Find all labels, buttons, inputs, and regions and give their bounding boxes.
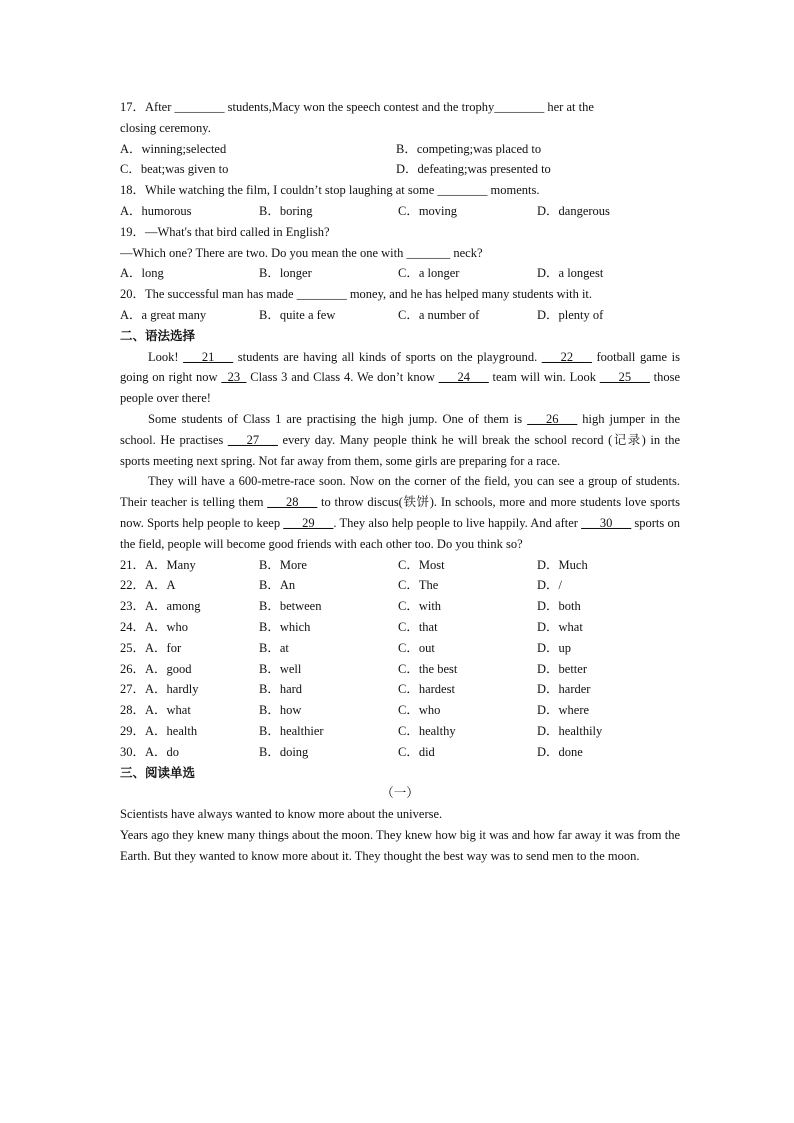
blank: ________ <box>296 287 347 302</box>
question-17-continued: closing ceremony. <box>120 120 211 135</box>
option-c: C．a number of <box>398 307 480 322</box>
passage-blank: ___25___ <box>599 370 650 385</box>
option: D．done <box>537 744 583 759</box>
option-b: B．boring <box>259 203 313 218</box>
passage-text: team will win. Look <box>488 370 600 385</box>
passage-text: those people over there! <box>120 370 681 406</box>
blank: ________ <box>494 100 545 114</box>
passage-text: football game is going on right now <box>120 349 680 385</box>
option: C．out <box>398 640 435 655</box>
passage-text: Some students of Class 1 are practising the high jump. One of them is <box>148 411 528 426</box>
grammar-option-row <box>120 617 680 638</box>
option: D．both <box>537 599 581 614</box>
blank: ________ <box>437 183 488 198</box>
passage-text: sports on the field, people will become good friends with each other too. Do you think so? <box>120 515 680 551</box>
option: B．at <box>259 640 289 655</box>
passage-blank: _23_ <box>221 370 247 385</box>
option-b: B．longer <box>259 266 312 281</box>
option: D．Much <box>537 557 588 572</box>
question-18-stem: moments. <box>487 183 540 198</box>
passage-text: high jumper in the school. He practises <box>120 411 680 447</box>
option: D．healthily <box>537 723 603 738</box>
option-c: C．beat;was given to <box>120 162 229 177</box>
grammar-option-row <box>120 700 680 721</box>
option: C．that <box>398 619 438 634</box>
option: B．which <box>259 619 311 634</box>
question-19-stem: —Which one? There are two. Do you mean the one with <box>120 245 407 260</box>
question-18-stem: 18．While watching the film, I couldn’t stop laughing at some <box>120 183 438 198</box>
question-17-stem: her at the <box>544 100 594 114</box>
grammar-option-row <box>120 575 680 596</box>
option: C．did <box>398 744 435 759</box>
option-d: D．plenty of <box>537 307 604 322</box>
option: D．better <box>537 661 587 676</box>
option: 24．A．who <box>120 619 189 634</box>
option: B．healthier <box>259 723 324 738</box>
option: 25．A．for <box>120 640 182 655</box>
grammar-option-row <box>120 596 680 617</box>
option: 21．A．Many <box>120 557 196 572</box>
option: 23．A．among <box>120 599 201 614</box>
option: C．who <box>398 703 441 718</box>
option-b: B．quite a few <box>259 307 336 322</box>
option-d: D．defeating;was presented to <box>396 162 551 177</box>
passage-text: Class 3 and Class 4. We don’t know <box>246 370 439 385</box>
option-a: A．long <box>120 266 164 281</box>
option: B．hard <box>259 682 303 697</box>
passage-paragraph-3 <box>120 471 680 554</box>
passage-blank: ___22___ <box>541 349 592 364</box>
grammar-option-row <box>120 742 680 763</box>
option-c: C．a longer <box>398 266 460 281</box>
option: D．where <box>537 703 590 718</box>
document-page <box>120 97 680 866</box>
option: B．well <box>259 661 302 676</box>
question-19-dialogue <box>120 243 680 264</box>
passage-text: . They also help people to live happily. And after <box>333 515 582 530</box>
reading-paragraph-2: Years ago they knew many things about the moon. They knew how big it was and how far away it was from the Earth. But they wanted to know more about it. They thought the best way was to send men to the moon. <box>120 827 680 863</box>
option: 29．A．health <box>120 723 198 738</box>
question-17-options-row <box>120 159 680 180</box>
section-heading-reading: 三、阅读单选 <box>120 764 196 780</box>
question-19-options <box>120 263 680 284</box>
passage-blank: ___29___ <box>283 515 334 530</box>
option: 28．A．what <box>120 703 191 718</box>
question-17-options-row <box>120 139 680 160</box>
option: B．doing <box>259 744 309 759</box>
option: 30．A．do <box>120 744 180 759</box>
option: C．healthy <box>398 723 456 738</box>
option: B．An <box>259 578 296 593</box>
option: D．what <box>537 619 583 634</box>
passage-blank: ___28___ <box>267 495 318 510</box>
option-a: A．humorous <box>120 203 192 218</box>
question-18 <box>120 180 680 201</box>
option-d: D．dangerous <box>537 203 610 218</box>
option: B．More <box>259 557 307 572</box>
option: 22．A．A <box>120 578 176 593</box>
passage-blank: ___27___ <box>227 432 278 447</box>
passage-blank: ___26___ <box>527 411 578 426</box>
blank: ________ <box>174 100 225 114</box>
option-a: A．a great many <box>120 307 207 322</box>
grammar-option-row <box>120 555 680 576</box>
passage-paragraph-2 <box>120 409 680 471</box>
section-heading-grammar: 二、语法选择 <box>120 327 196 343</box>
option: 27．A．hardly <box>120 682 199 697</box>
option: C．hardest <box>398 682 455 697</box>
passage-paragraph-1 <box>120 347 680 409</box>
option: D．/ <box>537 578 563 593</box>
option: B．how <box>259 703 302 718</box>
passage-text: They will have a 600-metre-race soon. Now on the corner of the field, you can see a group of students. Their teacher is telling them <box>120 474 680 510</box>
option: C．the best <box>398 661 458 676</box>
option: C．Most <box>398 557 445 572</box>
passage-text: to throw discus(铁饼). In schools, more and more students love sports now. Sports help people to keep <box>120 495 680 530</box>
grammar-option-row <box>120 721 680 742</box>
question-17-stem: students,Macy won the speech contest and the trophy <box>224 100 495 114</box>
question-20 <box>120 284 680 305</box>
question-18-options <box>120 201 680 222</box>
option-b: B．competing;was placed to <box>396 141 542 156</box>
blank: _______ <box>406 245 451 260</box>
grammar-option-row <box>120 638 680 659</box>
passage-text: Look! <box>148 349 184 364</box>
question-20-stem: money, and he has helped many students with it. <box>346 287 593 302</box>
option: 26．A．good <box>120 661 192 676</box>
passage-text: students are having all kinds of sports on the playground. <box>233 349 542 364</box>
option: C．with <box>398 599 442 614</box>
option: C．The <box>398 578 439 593</box>
reading-subheading: （一） <box>381 786 419 801</box>
question-19: 19．—What's that bird called in English? <box>120 224 330 239</box>
option-a: A．winning;selected <box>120 141 227 156</box>
option-d: D．a longest <box>537 266 604 281</box>
question-17-stem: 17．After <box>120 100 172 114</box>
option: D．up <box>537 640 572 655</box>
question-17 <box>120 97 680 118</box>
grammar-option-row <box>120 679 680 700</box>
question-19-stem: neck? <box>450 245 483 260</box>
question-20-options <box>120 305 680 326</box>
grammar-options-list <box>120 555 680 763</box>
grammar-option-row <box>120 659 680 680</box>
passage-blank: ___24___ <box>438 370 489 385</box>
passage-blank: ___21___ <box>183 349 234 364</box>
option: D．harder <box>537 682 591 697</box>
passage-text: every day. Many people think he will break the school record (记录) in the sports meeting next spring. Not far away from them, some girls are preparing for a race. <box>120 432 680 468</box>
passage-blank: ___30___ <box>581 515 632 530</box>
question-20-stem: 20．The successful man has made <box>120 287 297 302</box>
option-c: C．moving <box>398 203 458 218</box>
reading-paragraph-1: Scientists have always wanted to know more about the universe. <box>120 807 443 822</box>
option: B．between <box>259 599 322 614</box>
